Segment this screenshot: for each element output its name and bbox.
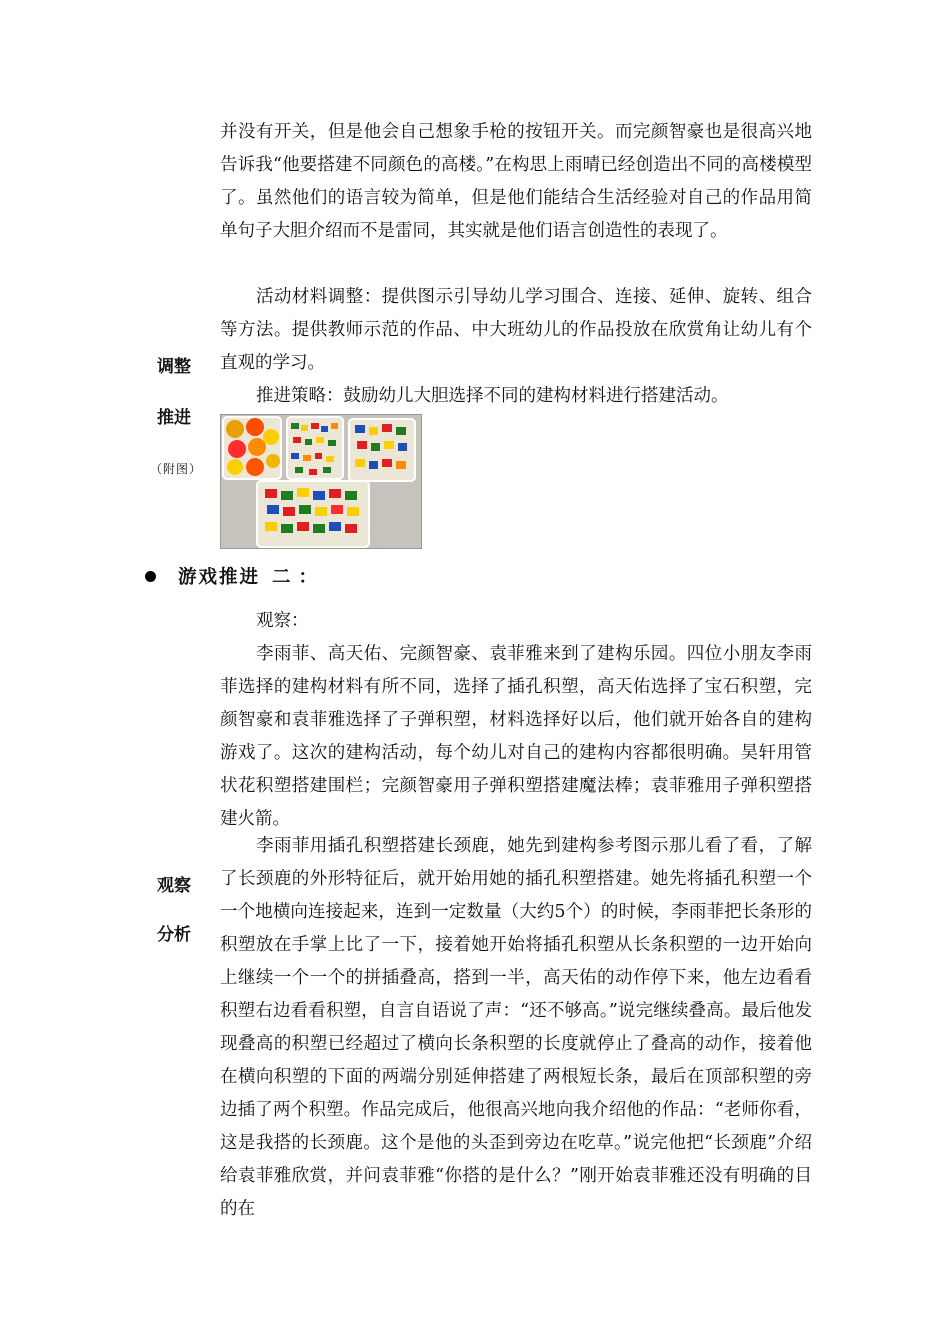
observation-paragraph-1: 李雨菲、高天佑、完颜智豪、袁菲雅来到了建构乐园。四位小朋友李雨菲选择的建构材料有所不同，选择了插孔积塑，高天佑选择了宝石积塑，完颜智豪和袁菲雅选择了子弹积塑，材料选择好以后，他们就开始各自的建构游戏了。这次的建构活动，每个幼儿对自己的建构内容都很明确。昊轩用管状花积塑搭建围栏；完颜智豪用子弹积塑搭建魔法棒；袁菲雅用子弹积塑搭建火箭。 bbox=[220, 644, 812, 829]
side-label-adjust: 调整 bbox=[157, 357, 191, 377]
top-paragraph: 并没有开关，但是他会自己想象手枪的按钮开关。而完颜智豪也是很高兴地告诉我“他要搭建不同颜色的高楼。”在构思上雨晴已经创造出不同的高楼模型了。虽然他们的语言较为简单，但是他们能结合生活经验对自己的作品用简单句子大胆介绍而不是雷同，其实就是他们语言创造性的表现了。 bbox=[220, 122, 812, 241]
strategy-paragraph: 推进策略：鼓励幼儿大胆选择不同的建构材料进行搭建活动。 bbox=[256, 386, 729, 406]
section-title-main: 游戏推进 bbox=[178, 567, 261, 588]
building-blocks-photo bbox=[220, 414, 422, 549]
side-label-attached-image: （附图） bbox=[150, 462, 203, 476]
material-adjustment-paragraph: 活动材料调整：提供图示引导幼儿学习围合、连接、延伸、旋转、组合等方法。提供教师示范的作品、中大班幼儿的作品投放在欣赏角让幼儿有个直观的学习。 bbox=[220, 287, 812, 373]
bullet-icon bbox=[145, 571, 156, 582]
building-blocks-illustration bbox=[221, 415, 421, 548]
observe-heading: 观察： bbox=[256, 611, 309, 631]
side-label-advance: 推进 bbox=[157, 408, 191, 428]
observation-paragraph-2: 李雨菲用插孔积塑搭建长颈鹿，她先到建构参考图示那儿看了看，了解了长颈鹿的外形特征后，就开始用她的插孔积塑搭建。她先将插孔积塑一个一个地横向连接起来，连到一定数量（大约5个）的时候，李雨菲把长条形的积塑放在手掌上比了一下，接着她开始将插孔积塑从长条积塑的一边开始向上继续一个一个的拼插叠高，搭到一半，高天佑的动作停下来，他左边看看积塑右边看看积塑，自言自语说了声：“还不够高。”说完继续叠高。最后他发现叠高的积塑已经超过了横向长条积塑的长度就停止了叠高的动作，接着他在横向积塑的下面的两端分别延伸搭建了两根短长条，最后在顶部积塑的旁边插了两个积塑。作品完成后，他很高兴地向我介绍他的作品：“老师你看，这是我搭的长颈鹿。这个是他的头歪到旁边在吃草。”说完他把“长颈鹿”介绍给袁菲雅欣赏，并问袁菲雅“你搭的是什么？”刚开始袁菲雅还没有明确的目的在 bbox=[220, 836, 812, 1219]
section-title-number: 二 bbox=[272, 567, 291, 588]
side-label-observe: 观察 bbox=[157, 876, 191, 896]
section-heading bbox=[145, 560, 317, 592]
section-title-colon: ： bbox=[298, 567, 318, 588]
side-label-analysis: 分析 bbox=[157, 925, 191, 945]
